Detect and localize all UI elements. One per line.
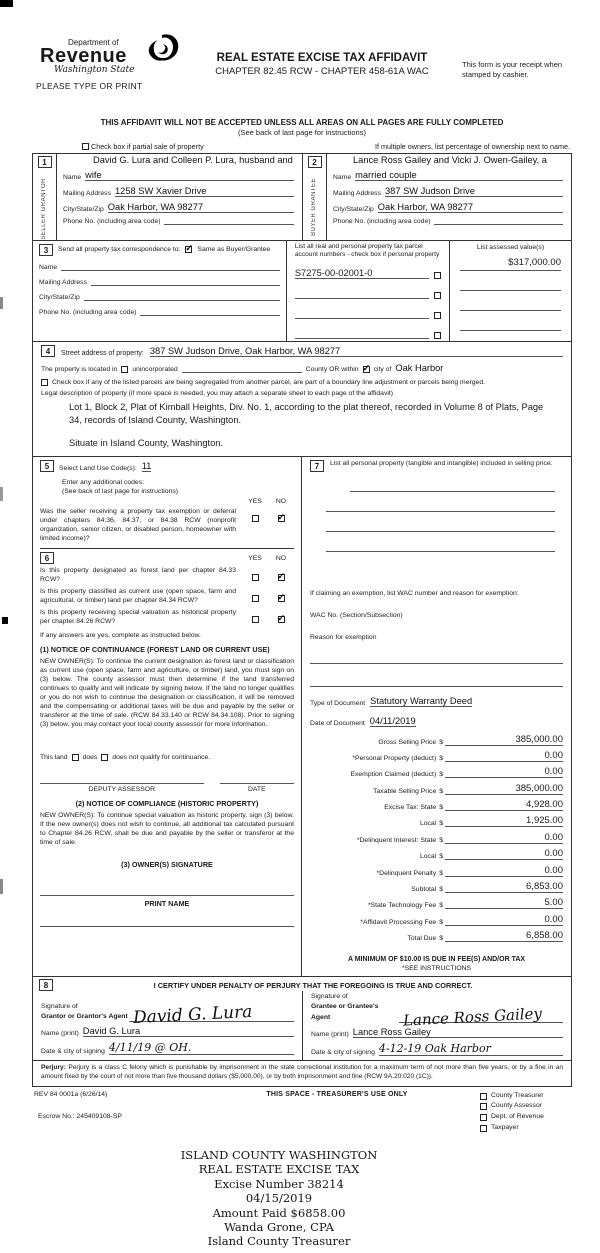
dollar-sign: $ (439, 886, 443, 894)
historic-yes-checkbox[interactable] (252, 616, 259, 623)
form-title: REAL ESTATE EXCISE TAX AFFIDAVIT (216, 52, 428, 64)
fee-label: *State Technology Fee (367, 902, 437, 910)
routing-label: Taxpayer (491, 1124, 519, 1132)
segregated-label: Check box if any of the listed parcels are being segregated from another parcel, are part of a boundary line adjustment or parcels being merged. (52, 379, 485, 387)
legal-description-text[interactable]: Lot 1, Block 2, Plat of Kimball Heights, Div. No. 1, according to the plat thereof, recorded in Volume 8 of Plats, Page 34, records of Island County, Washington. (69, 402, 544, 425)
exemption-question-row (40, 508, 294, 543)
treasurer-area (32, 1087, 572, 1253)
dept-revenue-checkbox[interactable] (480, 1114, 487, 1121)
gross-selling-price-field[interactable]: 385,000.00 (445, 734, 563, 746)
phone-label: Phone No. (including area code) (333, 218, 431, 225)
current-use-yes-checkbox[interactable] (252, 595, 259, 602)
unincorporated-checkbox[interactable] (121, 366, 128, 373)
form-body (32, 153, 572, 1087)
phone-label: Phone No. (including area code) (63, 218, 161, 225)
perjury-notice (33, 1060, 571, 1086)
fee-label: Local (419, 820, 437, 828)
date-line[interactable]: DATE (220, 783, 294, 793)
city-label: City/State/Zip (333, 206, 374, 213)
notice-compliance-title: (2) NOTICE OF COMPLIANCE (HISTORIC PROPERTY) (75, 799, 259, 809)
please-type-note: PLEASE TYPE OR PRINT (36, 81, 143, 91)
grantee-date-city-field[interactable]: 4-12-19 Oak Harbor (379, 1042, 563, 1056)
logo-revenue: Revenue (40, 45, 127, 67)
personal-property-field[interactable] (326, 539, 555, 552)
forest-land-question: Is this property designated as forest land per chapter 84.33 RCW? (40, 567, 236, 584)
date-city-label: Date & city of signing (41, 1048, 105, 1056)
city-checkbox[interactable] (363, 366, 370, 373)
scan-mark (2, 617, 8, 624)
county-treasurer-checkbox[interactable] (480, 1093, 487, 1100)
parcel-numbers-header: List all real and personal property tax parcel account numbers - check box if personal property (294, 242, 440, 258)
fee-label: Total Due (407, 935, 437, 943)
dor-swirl-icon (143, 34, 181, 68)
see-back-instructions: (See back of last page for instructions) (62, 488, 178, 496)
taxable-selling-price-field[interactable]: 385,000.00 (445, 783, 563, 795)
seller-mailing-field[interactable]: 1258 SW Xavier Drive (115, 186, 294, 197)
seller-grantor-label: SELLER GRANTOR (41, 178, 47, 240)
scan-mark (0, 297, 3, 309)
perjury-lead: Perjury: (41, 1063, 66, 1071)
print-name-label: PRINT NAME (144, 899, 190, 909)
partial-sale-label: Check box if partial sale of property (91, 142, 204, 151)
treasurer-use-label: THIS SPACE - TREASURER'S USE ONLY (266, 1090, 408, 1098)
grantee-agent-label: Grantee or Grantee's Agent (311, 1003, 379, 1021)
delinquent-interest-local-field[interactable]: 0.00 (445, 848, 563, 860)
routing-label: County Assessor (491, 1102, 542, 1110)
dollar-sign: $ (439, 869, 443, 877)
exemption-claimed-field[interactable]: 0.00 (445, 766, 563, 778)
buyer-city-field[interactable]: Oak Harbor, WA 98277 (378, 202, 563, 213)
legal-description-label: Legal description of property (if more space is needed, you may attach a separate sheet to each page of the affidavit) (41, 390, 394, 398)
grantor-date-city-field[interactable]: 4/11/19 @ OH. (109, 1041, 294, 1055)
county-field[interactable] (182, 364, 302, 373)
section-number: 3 (39, 244, 53, 256)
county-or-label: County OR within (305, 366, 359, 374)
assessed-value-field[interactable]: $317,000.00 (460, 257, 561, 271)
grantor-signature-block (33, 991, 302, 1060)
name-print-label: Name (print) (311, 1030, 349, 1038)
fee-label: Exemption Claimed (deduct) (350, 771, 437, 779)
scan-mark (0, 0, 13, 7)
section-4 (33, 341, 571, 456)
street-address-field[interactable]: 387 SW Judson Drive, Oak Harbor, WA 98277 (150, 346, 563, 357)
stamp-line: REAL ESTATE EXCISE TAX (198, 1162, 360, 1177)
escrow-label: Escrow No.: (38, 1112, 75, 1120)
owners-signature-title: (3) OWNER(S) SIGNATURE (121, 860, 213, 870)
dollar-sign: $ (439, 754, 443, 762)
same-as-buyer-checkbox[interactable] (185, 246, 192, 253)
name-label: Name (39, 263, 58, 271)
grantee-signature-block (302, 991, 571, 1060)
current-use-question: Is this property classified as current use (open space, farm and agricultural, or timber) land per chapter 84.34 RCW? (40, 588, 236, 605)
routing-label: Dept. of Revenue (491, 1113, 544, 1121)
perjury-text: Perjury is a class C felony which is punishable by imprisonment in the state correctional institution for a maximum term of not more than five years, or by a fine in an amount fixed by the court of not more than five thousand dollars ($5,000.00), or by both imprisonment and fine (RCW 9A.20.020 (1C)). (41, 1063, 563, 1080)
fee-label: Gross Selling Price (378, 738, 437, 746)
grantor-agent-label: Grantor or Grantor's Agent (41, 1013, 128, 1021)
dollar-sign: $ (439, 738, 443, 746)
certify-statement: I CERTIFY UNDER PENALTY OF PERJURY THAT THE FOREGOING IS TRUE AND CORRECT. (153, 980, 473, 990)
name-print-label: Name (print) (41, 1030, 79, 1038)
buyer-name-line1: Lance Ross Gailey and Vicki J. Owen-Gailey, a (353, 155, 547, 165)
grantee-signature: Lance Ross Gailey (402, 1004, 543, 1030)
dollar-sign: $ (439, 935, 443, 943)
logo-dept-of: Department of (68, 38, 119, 47)
mailing-label: Mailing Address (39, 278, 87, 286)
city-of-label: city of (373, 366, 392, 374)
owner-printname-line[interactable] (40, 926, 294, 927)
fee-label: Subtotal (411, 886, 437, 894)
forest-yes-checkbox[interactable] (252, 574, 259, 581)
total-due-field[interactable]: 6,858.00 (445, 930, 563, 942)
buyer-phone-field[interactable] (434, 224, 563, 225)
name-label: Name (63, 174, 82, 181)
buyer-mailing-field[interactable]: 387 SW Judson Drive (385, 186, 563, 197)
fee-label: Excise Tax: State (384, 804, 437, 812)
logo-washington-state: Washington State (54, 65, 135, 75)
seller-name-field[interactable]: wife (85, 170, 294, 181)
delinquent-penalty-field[interactable]: 0.00 (445, 865, 563, 877)
correspondence-city-field[interactable] (84, 300, 280, 301)
seller-name-line1: David G. Lura and Colleen P. Lura, husband and (93, 155, 293, 165)
section-number: 2 (308, 156, 322, 168)
send-correspondence-label: Send all property tax correspondence to: (58, 246, 181, 254)
grantor-signature-line[interactable] (129, 992, 294, 1029)
assessed-values-header: List assessed value(s) (476, 243, 545, 251)
section-number: 7 (310, 460, 324, 472)
yes-header: YES (248, 498, 262, 506)
buyer-grantee-label: BUYER GRANTEE (311, 178, 317, 236)
exemption-question: Was the seller receiving a property tax exemption or deferral under chapters 84.36, 84.37, or 84.38 RCW (nonprofit organization, senior citizen, or disabled person, homeowner with limited income)? (40, 508, 236, 542)
does-label: does (82, 754, 98, 762)
county-assessor-checkbox[interactable] (480, 1103, 487, 1110)
assessed-value-field[interactable] (460, 297, 561, 311)
multiple-owners-note: If multiple owners, list percentage of ownership next to name. (375, 142, 570, 151)
if-yes-note: If any answers are yes, complete as instructed below. (40, 632, 201, 640)
grantee-printed-name-field[interactable]: Lance Ross Gailey (353, 1027, 563, 1038)
notice-continuance-text: NEW OWNER(S): To continue the current designation as forest land or classification as current use (open space, farm and agriculture, or timber) land, you must sign on (3) below. The county assessor must then determine if the land transferred continues to qualify and will indicate by signing below. If the land no longer qualifies or you do not wish to continue the designation or classification, it will be removed and the compensating or additional taxes will be due and payable by the seller or transferor at the time of sale. (RCW 84.33.140 or RCW 84.34.108). Prior to signing (3) below, you may contact your local county assessor for more information. (40, 658, 294, 729)
left-column (33, 457, 302, 976)
state-technology-fee-field[interactable]: 5.00 (445, 897, 563, 909)
seller-city-field[interactable]: Oak Harbor, WA 98277 (108, 202, 294, 213)
correspondence-phone-field[interactable] (140, 315, 279, 316)
fee-label: *Delinquent Interest: State (356, 836, 437, 844)
partial-sale-checkbox[interactable] (82, 143, 89, 150)
receipt-note: This form is your receipt when stamped by cashier. (462, 60, 563, 79)
land-use-code-field[interactable]: 11 (141, 461, 152, 472)
grantee-signature-line[interactable] (399, 993, 563, 1030)
form-subtitle: CHAPTER 82.45 RCW - CHAPTER 458-61A WAC (215, 66, 429, 77)
section-6 (40, 548, 294, 564)
personal-property-deduct-field[interactable]: 0.00 (445, 750, 563, 762)
dollar-sign: $ (439, 918, 443, 926)
does-not-qualify-checkbox[interactable] (101, 754, 108, 761)
exemption-yes-checkbox[interactable] (252, 515, 259, 522)
parcel-number-field[interactable] (295, 338, 429, 339)
routing-label: County Treasurer (491, 1091, 544, 1099)
section-number: 1 (38, 156, 52, 168)
section-number: 5 (40, 460, 54, 472)
notice-compliance-text: NEW OWNER(S): To continue special valuation as historic property, sign (3) below. If the new owner(s) does not wish to continue, all additional tax calculated pursuant to Chapter 84.26 RCW, shall be due and payable by the seller or transferor at the time of sale. (40, 812, 294, 847)
assessed-value-field[interactable] (460, 277, 561, 291)
see-back-note: (See back of last page for instructions) (238, 128, 366, 137)
exemption-claim-note: If claiming an exemption, list WAC number and reason for exemption: (310, 590, 519, 598)
segregated-checkbox[interactable] (41, 379, 48, 386)
scan-mark (0, 879, 3, 894)
form-header (32, 36, 572, 116)
owner-signature-line[interactable] (40, 895, 294, 896)
personal-property-field[interactable] (350, 479, 555, 492)
land-use-label: Select Land Use Code(s): (59, 465, 137, 473)
dollar-sign: $ (439, 787, 443, 795)
routing-checkboxes (480, 1091, 570, 1135)
section-8 (33, 976, 571, 1060)
delinquent-interest-state-field[interactable]: 0.00 (445, 832, 563, 844)
stamp-line: Wanda Grone, CPA (224, 1219, 334, 1234)
deputy-assessor-line[interactable]: DEPUTY ASSESSOR (40, 783, 204, 793)
stamp-line: ISLAND COUNTY WASHINGTON (180, 1148, 378, 1163)
fee-label: *Delinquent Penalty (376, 869, 437, 877)
situate-text: Situate in Island County, Washington. (69, 438, 224, 449)
taxpayer-checkbox[interactable] (480, 1125, 487, 1132)
excise-tax-state-field[interactable]: 4,928.00 (445, 799, 563, 811)
tax-computation (310, 729, 563, 942)
located-in-label: The property is located in (41, 366, 118, 374)
does-qualify-checkbox[interactable] (72, 754, 79, 761)
dollar-sign: $ (439, 902, 443, 910)
stamp-line: Amount Paid $6858.00 (212, 1205, 346, 1220)
correspondence-name-field[interactable] (61, 270, 280, 271)
partial-sale-row (82, 142, 204, 151)
this-land-label: This land (40, 754, 68, 762)
treasurer-stamp (144, 1148, 414, 1249)
same-as-buyer-label: Same as Buyer/Grantee (197, 246, 271, 254)
reason-field[interactable] (310, 651, 563, 664)
stamp-line: 04/15/2019 (245, 1191, 313, 1206)
section-number: 4 (41, 345, 55, 357)
grantor-printed-name-field[interactable]: David G. Lura (83, 1026, 294, 1037)
section-1-seller (33, 154, 302, 240)
no-header: NO (275, 498, 287, 506)
current-use-no-checkbox[interactable] (278, 595, 285, 602)
reason-label: Reason for exemption (310, 634, 377, 642)
stamp-line: Excise Number 38214 (214, 1176, 344, 1191)
section-5 (40, 460, 294, 472)
does-not-label: does not qualify for continuance. (112, 754, 211, 762)
fee-label: Taxable Selling Price (373, 787, 437, 795)
minimum-due-note: A MINIMUM OF $10.00 IS DUE IN FEE(S) AND/OR TAX (347, 956, 526, 964)
historic-no-checkbox[interactable] (278, 616, 285, 623)
excise-tax-local-field[interactable]: 1,925.00 (445, 815, 563, 827)
assessed-value-field[interactable] (460, 317, 561, 331)
parcel-number-field[interactable] (295, 318, 429, 319)
dollar-sign: $ (439, 820, 443, 828)
section-7 (310, 460, 563, 472)
dollar-sign: $ (439, 804, 443, 812)
grantor-signature: David G. Lura (132, 1002, 253, 1029)
affidavit-processing-fee-field[interactable]: 0.00 (445, 914, 563, 926)
fee-label: *Affidavit Processing Fee (360, 918, 437, 926)
date-city-label: Date & city of signing (311, 1048, 375, 1056)
no-header: NO (275, 554, 287, 562)
notice-continuance-title: (1) NOTICE OF CONTINUANCE (FOREST LAND OR CURRENT USE) (40, 645, 270, 655)
stamp-line: Island County Treasurer (207, 1234, 351, 1249)
doc-type-label: Type of Document (310, 700, 366, 708)
phone-label: Phone No. (including area code) (39, 308, 137, 316)
additional-codes-label: Enter any additional codes: (62, 479, 144, 487)
dollar-sign: $ (439, 836, 443, 844)
unincorporated-label: unincorporated (132, 366, 178, 374)
scan-mark (0, 487, 3, 501)
buyer-name-field[interactable]: married couple (355, 170, 563, 181)
personal-property-checkbox[interactable] (434, 312, 441, 319)
escrow-number: 245409108-SP (76, 1112, 122, 1120)
subtotal-field[interactable]: 6,853.00 (445, 881, 563, 893)
see-instructions-note: *SEE INSTRUCTIONS (401, 965, 472, 973)
section-number: 8 (39, 979, 53, 991)
doc-date-label: Date of Document (310, 720, 365, 728)
city-name-field[interactable]: Oak Harbor (395, 363, 444, 374)
exemption-no-checkbox[interactable] (278, 515, 285, 522)
parcel-number-field[interactable] (295, 298, 429, 299)
acceptance-warning: THIS AFFIDAVIT WILL NOT BE ACCEPTED UNLESS ALL AREAS ON ALL PAGES ARE FULLY COMPLETED (100, 118, 504, 127)
personal-property-checkbox[interactable] (434, 292, 441, 299)
personal-property-field[interactable] (326, 519, 555, 532)
section-number: 6 (40, 552, 54, 564)
city-label: City/State/Zip (39, 293, 80, 301)
city-label: City/State/Zip (63, 206, 104, 213)
personal-property-checkbox[interactable] (434, 332, 441, 339)
mailing-label: Mailing Address (63, 190, 111, 197)
doc-date-field[interactable]: 04/11/2019 (369, 716, 416, 727)
personal-property-label: List all personal property (tangible and intangible) included in selling price. (330, 460, 553, 468)
personal-property-field[interactable] (326, 499, 555, 512)
form-revision: REV 84 0001a (6/26/14) (34, 1090, 108, 1098)
name-label: Name (333, 174, 352, 181)
section-2-buyer (302, 154, 571, 240)
mailing-label: Mailing Address (333, 190, 381, 197)
dollar-sign: $ (439, 853, 443, 861)
wac-label: WAC No. (Section/Subsection) (310, 612, 403, 620)
parcel-number-field[interactable]: S7275-00-02001-0 (295, 268, 429, 279)
fee-label: Local (419, 853, 437, 861)
personal-property-checkbox[interactable] (434, 272, 441, 279)
signature-of-label: Signature of (311, 993, 348, 1001)
yes-header: YES (248, 554, 262, 562)
dor-logo (36, 38, 180, 91)
doc-type-field[interactable]: Statutory Warranty Deed (370, 696, 473, 707)
signature-of-label: Signature of (41, 1002, 78, 1010)
forest-no-checkbox[interactable] (278, 574, 285, 581)
seller-phone-field[interactable] (164, 224, 294, 225)
historic-question: Is this property receiving special valuation as historical property per chapter 84.26 RCW? (40, 609, 236, 626)
fee-label: *Personal Property (deduct) (352, 754, 437, 762)
reason-field[interactable] (310, 674, 563, 687)
correspondence-mailing-field[interactable] (91, 285, 280, 286)
dollar-sign: $ (439, 771, 443, 779)
street-address-label: Street address of property: (61, 350, 144, 358)
right-column (302, 457, 571, 976)
section-3 (33, 240, 571, 341)
